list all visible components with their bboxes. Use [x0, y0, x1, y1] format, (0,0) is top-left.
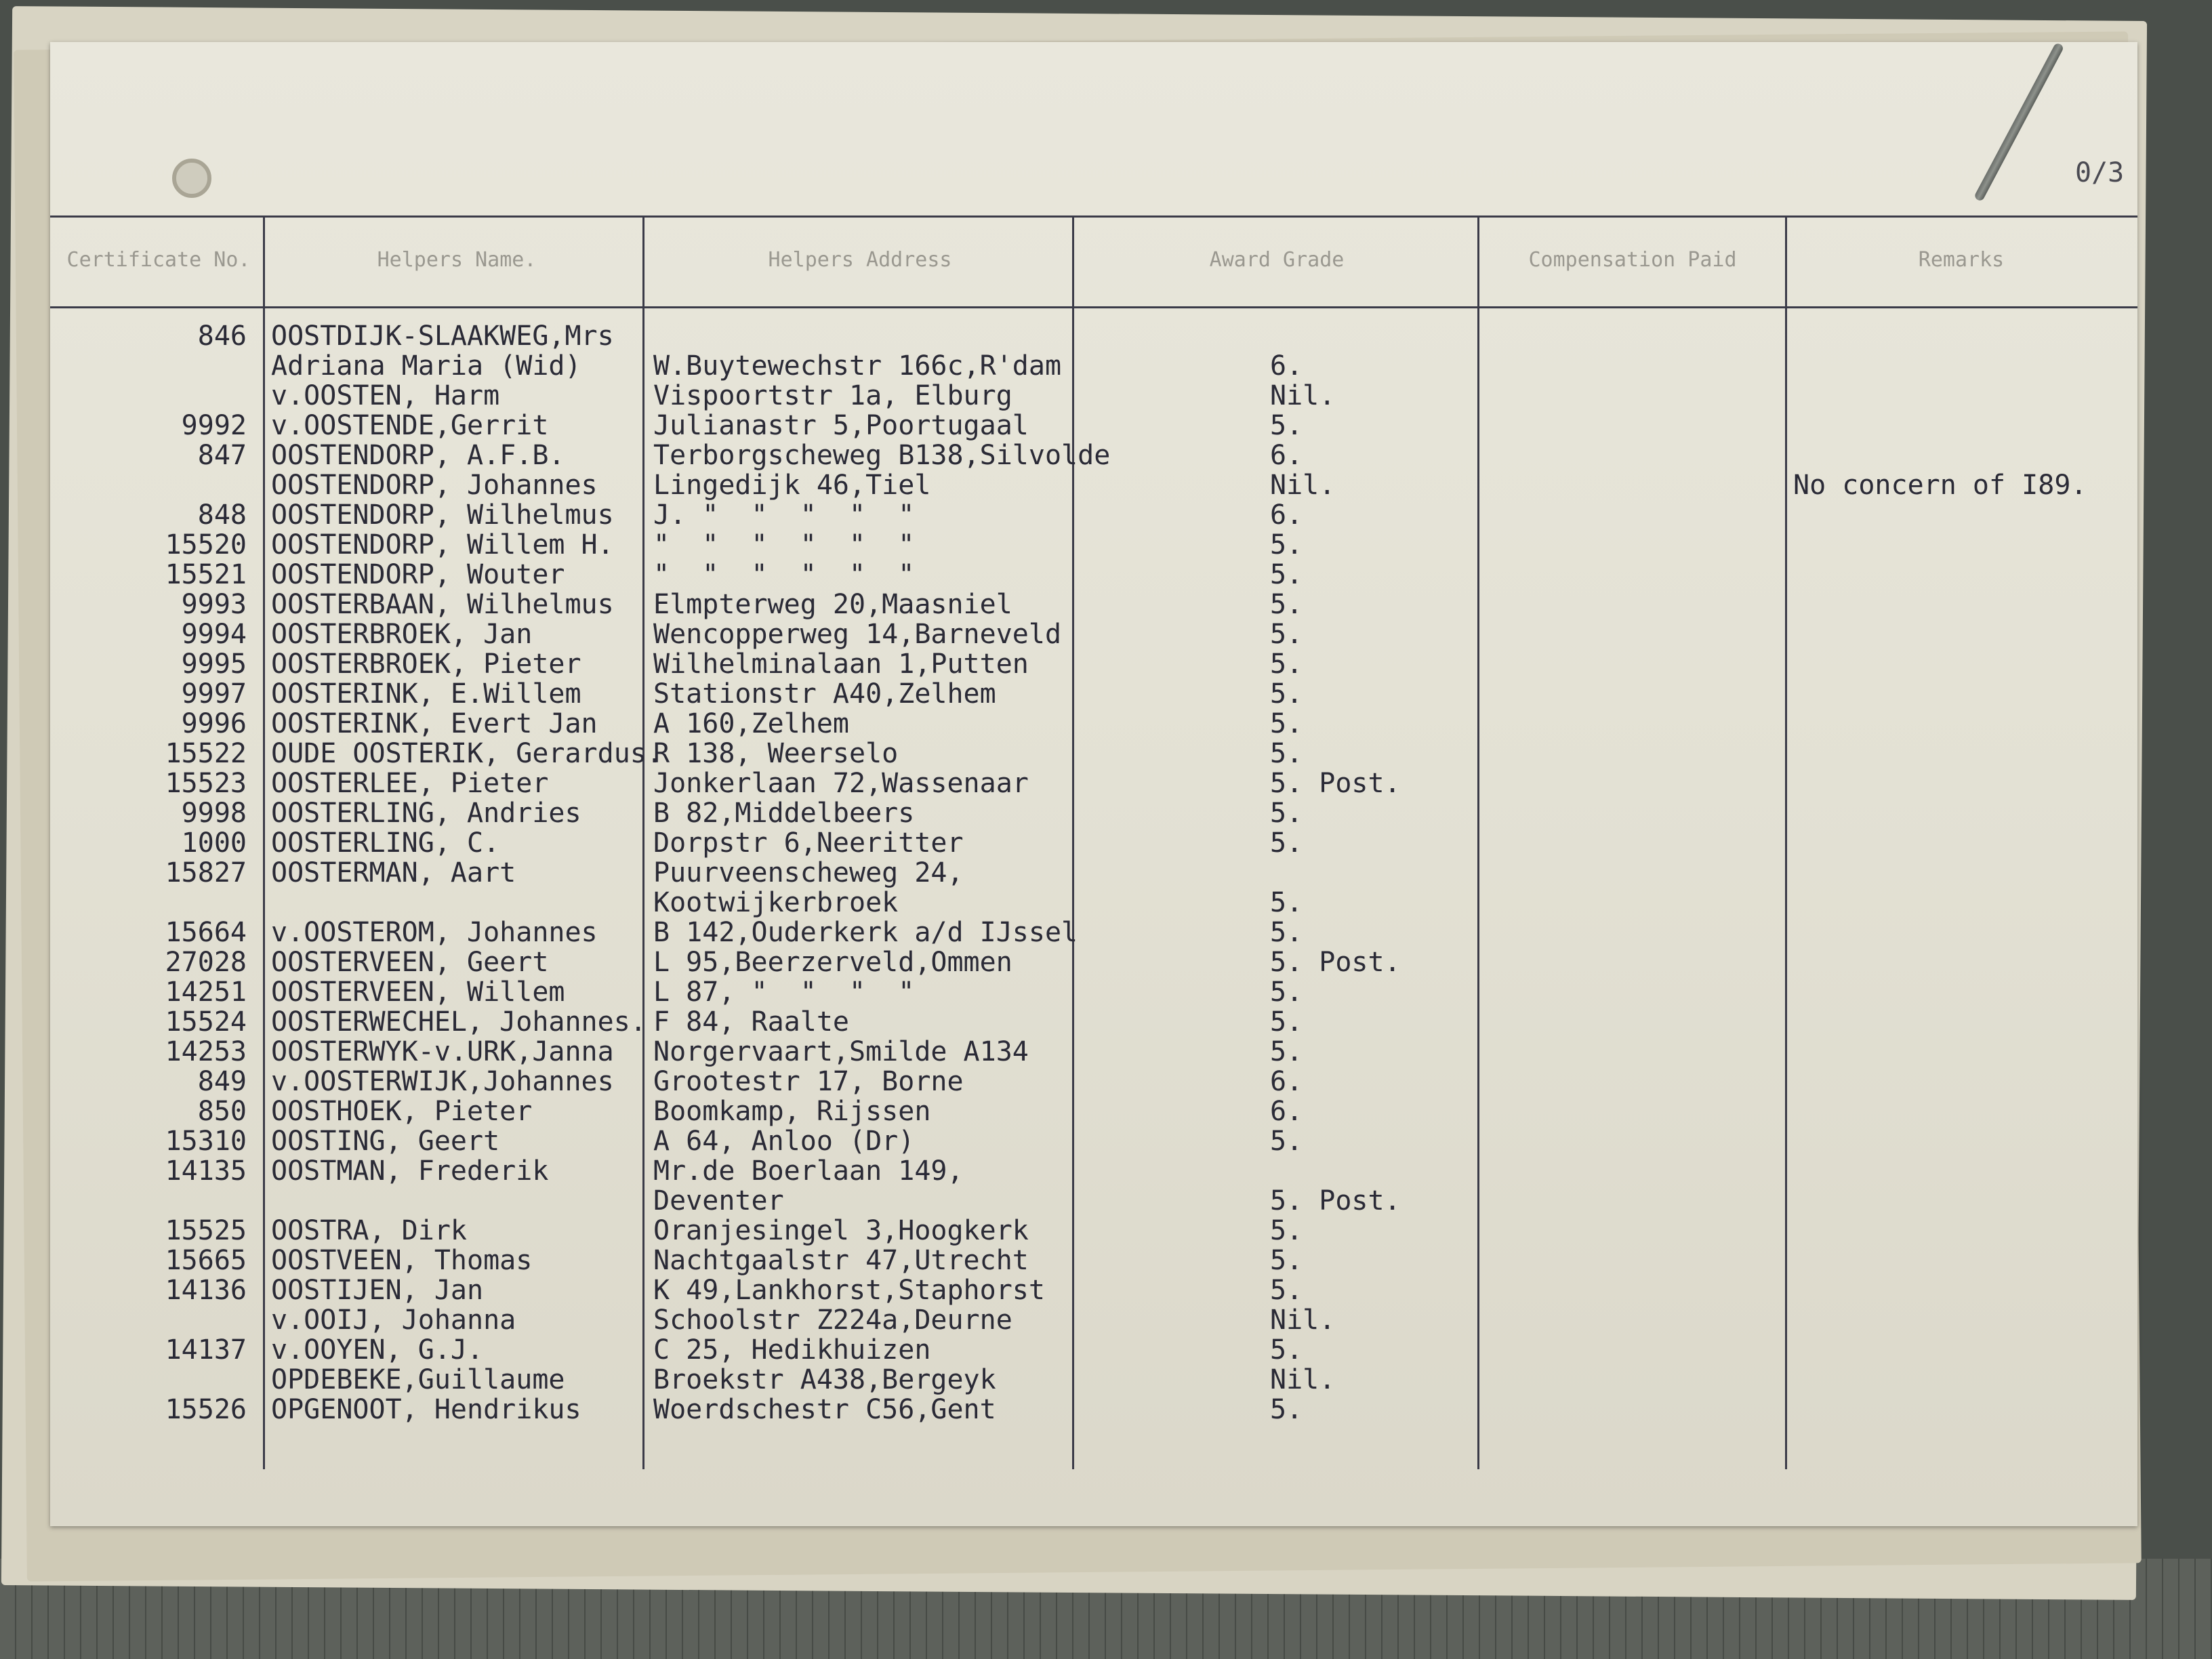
- award-grade: Nil.: [1270, 380, 1336, 411]
- award-grade: 6.: [1270, 1066, 1303, 1097]
- award-grade: 5. Post.: [1270, 768, 1401, 799]
- certificate-number: 847: [197, 440, 247, 471]
- header-certificate-no: Certificate No.: [66, 248, 251, 272]
- award-grade: 5.: [1270, 1245, 1303, 1276]
- helper-address: Schoolstr Z224a,Deurne: [653, 1305, 1012, 1336]
- award-grade: 6.: [1270, 350, 1303, 382]
- helper-name: OOSTVEEN, Thomas: [271, 1245, 533, 1276]
- helper-address: Broekstr A438,Bergeyk: [653, 1364, 996, 1395]
- award-grade: 5.: [1270, 887, 1303, 918]
- award-grade: 5. Post.: [1270, 1185, 1401, 1216]
- certificate-number: 14253: [165, 1036, 247, 1067]
- helper-name: OPDEBEKE,Guillaume: [271, 1364, 565, 1395]
- certificate-number: 27028: [165, 947, 247, 978]
- helper-address: Boomkamp, Rijssen: [653, 1096, 931, 1127]
- helper-address: Vispoortstr 1a, Elburg: [653, 380, 1012, 411]
- helper-name: v.OOIJ, Johanna: [271, 1305, 516, 1336]
- award-grade: 5.: [1270, 1036, 1303, 1067]
- award-grade: 5.: [1270, 827, 1303, 859]
- award-grade: 5.: [1270, 708, 1303, 739]
- column-divider: [1477, 216, 1479, 1469]
- award-grade: 5.: [1270, 977, 1303, 1008]
- certificate-number: 848: [197, 499, 247, 531]
- helper-name: v.OOSTEROM, Johannes: [271, 917, 598, 948]
- certificate-number: 14137: [165, 1334, 247, 1366]
- helper-name: OPGENOOT, Hendrikus: [271, 1394, 581, 1425]
- award-grade: 6.: [1270, 499, 1303, 531]
- helper-name: OOSTMAN, Frederik: [271, 1155, 549, 1187]
- award-grade: 5.: [1270, 559, 1303, 590]
- award-grade: 5.: [1270, 410, 1303, 441]
- helper-address: B 142,Ouderkerk a/d IJssel: [653, 917, 1078, 948]
- certificate-number: 1000: [181, 827, 247, 859]
- helper-address: F 84, Raalte: [653, 1006, 849, 1038]
- certificate-number: 9993: [181, 589, 247, 620]
- header-bottom-rule: [50, 306, 2137, 308]
- helper-name: OOSTERBROEK, Pieter: [271, 649, 581, 680]
- certificate-number: 9996: [181, 708, 247, 739]
- award-grade: 5.: [1270, 1006, 1303, 1038]
- helper-name: OOSTERLING, C.: [271, 827, 500, 859]
- helper-address: Terborgscheweg B138,Silvolde: [653, 440, 1111, 471]
- award-grade: 5.: [1270, 1215, 1303, 1246]
- helper-name: OOSTERMAN, Aart: [271, 857, 516, 888]
- certificate-number: 850: [197, 1096, 247, 1127]
- helper-name: OOSTERLEE, Pieter: [271, 768, 549, 799]
- award-grade: 5. Post.: [1270, 947, 1401, 978]
- page-mark: 0/3: [2075, 157, 2125, 188]
- award-grade: 5.: [1270, 1394, 1303, 1425]
- helper-name: v.OOSTERWIJK,Johannes: [271, 1066, 614, 1097]
- helper-address: Grootestr 17, Borne: [653, 1066, 964, 1097]
- certificate-number: 849: [197, 1066, 247, 1097]
- certificate-number: 15525: [165, 1215, 247, 1246]
- helper-name: v.OOSTEN, Harm: [271, 380, 500, 411]
- header-compensation-paid: Compensation Paid: [1528, 248, 1737, 272]
- certificate-number: 846: [197, 321, 247, 352]
- certificate-number: 9995: [181, 649, 247, 680]
- award-grade: Nil.: [1270, 1364, 1336, 1395]
- certificate-number: 15520: [165, 529, 247, 560]
- helper-address: Deventer: [653, 1185, 784, 1216]
- helper-address: Wencopperweg 14,Barneveld: [653, 619, 1062, 650]
- helper-address: Kootwijkerbroek: [653, 887, 899, 918]
- helper-name: OOSTERWECHEL, Johannes.: [271, 1006, 647, 1038]
- helper-name: OOSTERINK, Evert Jan: [271, 708, 598, 739]
- punch-hole: [172, 159, 211, 198]
- helper-name: OOSTENDORP, Wouter: [271, 559, 565, 590]
- helper-address: " " " " " ": [653, 559, 915, 590]
- helper-name: v.OOSTENDE,Gerrit: [271, 410, 549, 441]
- ledger-page: [50, 42, 2137, 1526]
- helper-address: Dorpstr 6,Neeritter: [653, 827, 964, 859]
- helper-address: Puurveenscheweg 24,: [653, 857, 964, 888]
- helper-address: Wilhelminalaan 1,Putten: [653, 649, 1029, 680]
- helper-name: OOSTENDORP, A.F.B.: [271, 440, 565, 471]
- certificate-number: 15522: [165, 738, 247, 769]
- helper-name: OOSTERBROEK, Jan: [271, 619, 533, 650]
- helper-address: L 95,Beerzerveld,Ommen: [653, 947, 1012, 978]
- column-divider: [1785, 216, 1787, 1469]
- helper-address: A 160,Zelhem: [653, 708, 849, 739]
- award-grade: 5.: [1270, 649, 1303, 680]
- helper-address: W.Buytewechstr 166c,R'dam: [653, 350, 1062, 382]
- helper-address: K 49,Lankhorst,Staphorst: [653, 1275, 1045, 1306]
- helper-name: OOSTERVEEN, Geert: [271, 947, 549, 978]
- certificate-number: 9994: [181, 619, 247, 650]
- helper-name: v.OOYEN, G.J.: [271, 1334, 484, 1366]
- helper-name: OOSTERVEEN, Willem: [271, 977, 565, 1008]
- award-grade: 5.: [1270, 1126, 1303, 1157]
- helper-name: OOSTENDORP, Wilhelmus: [271, 499, 614, 531]
- helper-address: Elmpterweg 20,Maasniel: [653, 589, 1012, 620]
- header-top-rule: [50, 216, 2137, 218]
- helper-address: L 87, " " " ": [653, 977, 915, 1008]
- helper-address: Lingedijk 46,Tiel: [653, 470, 931, 501]
- helper-address: " " " " " ": [653, 529, 915, 560]
- award-grade: 5.: [1270, 738, 1303, 769]
- certificate-number: 14136: [165, 1275, 247, 1306]
- binding-string: [1973, 42, 2064, 202]
- helper-address: J. " " " " ": [653, 499, 915, 531]
- certificate-number: 15827: [165, 857, 247, 888]
- helper-name: OOSTRA, Dirk: [271, 1215, 467, 1246]
- award-grade: 6.: [1270, 440, 1303, 471]
- header-award-grade: Award Grade: [1209, 248, 1345, 272]
- award-grade: 5.: [1270, 1334, 1303, 1366]
- certificate-number: 9998: [181, 798, 247, 829]
- certificate-number: 15521: [165, 559, 247, 590]
- helper-name: OOSTENDORP, Johannes: [271, 470, 598, 501]
- award-grade: 5.: [1270, 917, 1303, 948]
- helper-name: Adriana Maria (Wid): [271, 350, 581, 382]
- helper-name: OOSTING, Geert: [271, 1126, 500, 1157]
- column-divider: [263, 216, 265, 1469]
- helper-name: OOSTERBAAN, Wilhelmus: [271, 589, 614, 620]
- header-remarks: Remarks: [1918, 248, 2005, 272]
- award-grade: 5.: [1270, 1275, 1303, 1306]
- certificate-number: 15524: [165, 1006, 247, 1038]
- helper-name: OUDE OOSTERIK, Gerardus.: [271, 738, 663, 769]
- helper-address: Stationstr A40,Zelhem: [653, 678, 996, 710]
- certificate-number: 15310: [165, 1126, 247, 1157]
- award-grade: 5.: [1270, 589, 1303, 620]
- award-grade: Nil.: [1270, 1305, 1336, 1336]
- helper-name: OOSTHOEK, Pieter: [271, 1096, 533, 1127]
- header-helpers-name: Helpers Name.: [377, 248, 537, 272]
- award-grade: Nil.: [1270, 470, 1336, 501]
- helper-name: OOSTIJEN, Jan: [271, 1275, 484, 1306]
- helper-address: Julianastr 5,Poortugaal: [653, 410, 1029, 441]
- helper-address: Nachtgaalstr 47,Utrecht: [653, 1245, 1029, 1276]
- award-grade: 5.: [1270, 798, 1303, 829]
- award-grade: 6.: [1270, 1096, 1303, 1127]
- certificate-number: 9997: [181, 678, 247, 710]
- certificate-number: 15523: [165, 768, 247, 799]
- helper-address: C 25, Hedikhuizen: [653, 1334, 931, 1366]
- helper-address: R 138, Weerselo: [653, 738, 899, 769]
- award-grade: 5.: [1270, 678, 1303, 710]
- award-grade: 5.: [1270, 529, 1303, 560]
- helper-name: OOSTENDORP, Willem H.: [271, 529, 614, 560]
- helper-name: OOSTERWYK-v.URK,Janna: [271, 1036, 614, 1067]
- helper-address: Oranjesingel 3,Hoogkerk: [653, 1215, 1029, 1246]
- certificate-number: 15526: [165, 1394, 247, 1425]
- certificate-number: 15665: [165, 1245, 247, 1276]
- helper-address: A 64, Anloo (Dr): [653, 1126, 915, 1157]
- helper-name: OOSTERLING, Andries: [271, 798, 581, 829]
- helper-name: OOSTDIJK-SLAAKWEG,Mrs: [271, 321, 614, 352]
- helper-address: Woerdschestr C56,Gent: [653, 1394, 996, 1425]
- award-grade: 5.: [1270, 619, 1303, 650]
- helper-name: OOSTERINK, E.Willem: [271, 678, 581, 710]
- certificate-number: 14135: [165, 1155, 247, 1187]
- column-divider: [1072, 216, 1074, 1469]
- header-helpers-address: Helpers Address: [768, 248, 952, 272]
- helper-address: B 82,Middelbeers: [653, 798, 915, 829]
- certificate-number: 9992: [181, 410, 247, 441]
- helper-address: Mr.de Boerlaan 149,: [653, 1155, 964, 1187]
- column-divider: [642, 216, 644, 1469]
- certificate-number: 14251: [165, 977, 247, 1008]
- certificate-number: 15664: [165, 917, 247, 948]
- helper-address: Norgervaart,Smilde A134: [653, 1036, 1029, 1067]
- remarks: No concern of I89.: [1793, 470, 2087, 501]
- helper-address: Jonkerlaan 72,Wassenaar: [653, 768, 1029, 799]
